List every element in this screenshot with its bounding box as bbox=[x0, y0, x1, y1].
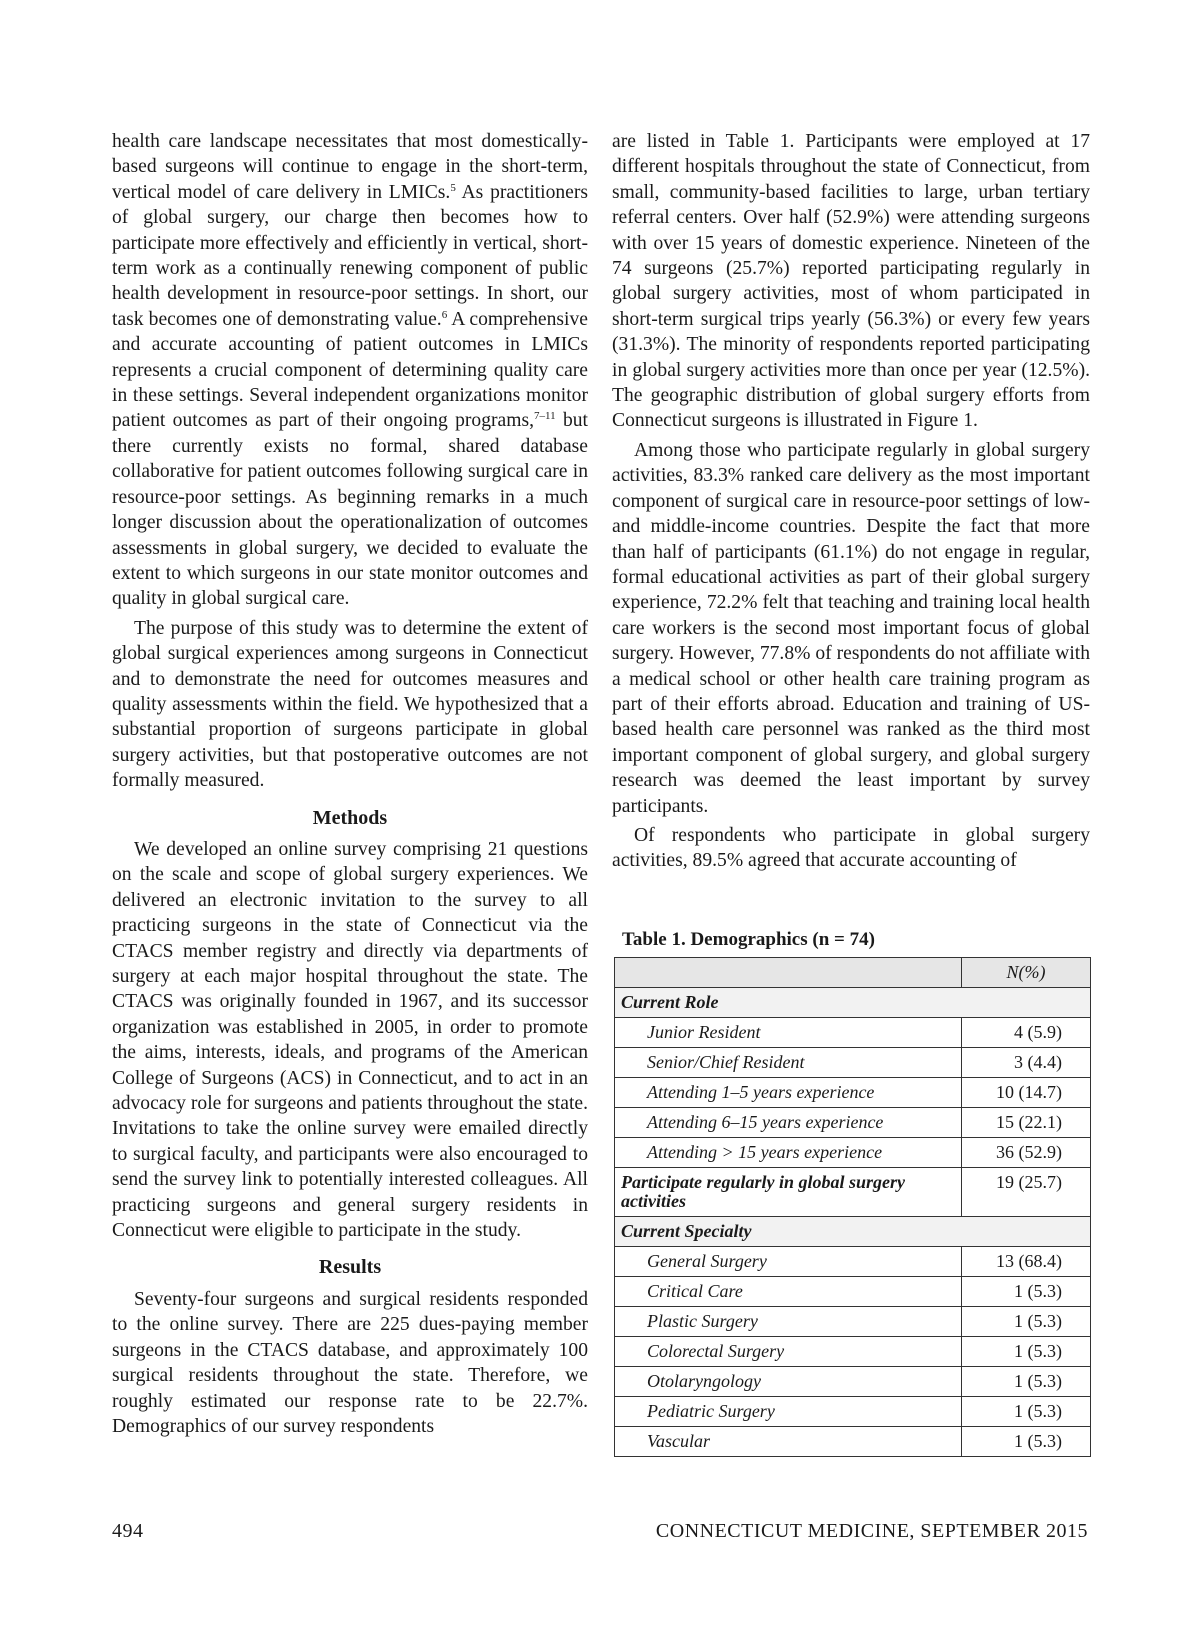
table-header-value: N(%) bbox=[962, 958, 1091, 988]
row-value: 10 (14.7) bbox=[962, 1078, 1091, 1108]
row-value: 1 (5.3) bbox=[962, 1337, 1091, 1367]
left-paragraph-1: health care landscape necessitates that most domestically-based surgeons will continue to engage in the short-term, vertical model of care delivery in LMICs.$^5$ As practitioners of global surgery, our charge then becomes how to participate more effectively and efficiently in vertical, short-term work as a continually renewing component of public health development in resource-poor settings. In short, our task becomes one of demonstrating value.$^6$ A comprehensive and accurate accounting of patient outcomes in LMICs represents a crucial component of determining quality care in these settings. Several independent organizations monitor patient outcomes as part of their ongoing programs,$^{7-11}$ but there currently exists no formal, shared database collaborative for patient outcomes following surgical care in resource-poor settings. As beginning remarks in a much longer discussion about the operationalization of outcomes assessments in global surgery, we decided to evaluate the extent to which surgeons in our state monitor outcomes and quality in global surgical care. bbox=[112, 131, 589, 610]
row-value: 1 (5.3) bbox=[962, 1427, 1091, 1457]
table-row bbox=[615, 1108, 1091, 1138]
citation-ref: 5 bbox=[450, 181, 456, 194]
row-label: Attending > 15 years experience bbox=[615, 1138, 962, 1168]
row-label: Pediatric Surgery bbox=[615, 1397, 962, 1427]
results-paragraph: Seventy-four surgeons and surgical residents responded to the online survey. There are 225 dues-paying member surgeons in the CTACS database, and approximately 100 surgical residents throughout the state. Therefore, we roughly estimated our response rate to be 22.7%. Demographics of our survey respondents bbox=[112, 1288, 588, 1437]
table-row bbox=[615, 1018, 1091, 1048]
participate-row bbox=[615, 1168, 1091, 1217]
table-row bbox=[615, 1307, 1091, 1337]
participate-value: 19 (25.7) bbox=[962, 1168, 1091, 1217]
page-number: 494 bbox=[112, 1520, 144, 1542]
methods-paragraph: We developed an online survey comprising 21 questions on the scale and scope of global surgery experiences. We delivered an electronic invitation to the survey to all practicing surgeons in the state of Connecticut via the CTACS member registry and directly via departments of surgery at each major hospital throughout the state. The CTACS was originally founded in 1967, and its successor organization was established in 2005, in order to promote the aims, interests, ideals, and programs of the American College of Surgeons (ACS) in Connecticut, and to act in an advocacy role for surgeons and patients throughout the state. Invitations to take the online survey were emailed directly to surgical faculty, and participants were also encouraged to send the survey link to potentially interested colleagues. All practicing surgeons and general surgery residents in Connecticut were eligible to participate in the study. bbox=[112, 838, 588, 1242]
table-title: Table 1. Demographics (n = 74) bbox=[622, 929, 875, 950]
section-row-current-role bbox=[615, 988, 1091, 1018]
row-label: Attending 1–5 years experience bbox=[615, 1078, 962, 1108]
methods-heading: Methods bbox=[312, 806, 388, 829]
table-row bbox=[615, 1138, 1091, 1168]
row-label: Otolaryngology bbox=[615, 1367, 962, 1397]
row-label: Colorectal Surgery bbox=[615, 1337, 962, 1367]
table-row bbox=[615, 1078, 1091, 1108]
citation-ref: 6 bbox=[441, 308, 448, 321]
citation-ref: 7–11 bbox=[534, 410, 556, 423]
left-column bbox=[112, 129, 588, 1439]
row-label: Vascular bbox=[615, 1427, 962, 1457]
row-label: Junior Resident bbox=[615, 1018, 962, 1048]
table-row bbox=[615, 1427, 1091, 1457]
table-row bbox=[615, 1247, 1091, 1277]
row-label: Senior/Chief Resident bbox=[615, 1048, 962, 1078]
section-label: Current Role bbox=[615, 988, 962, 1018]
row-value: 3 (4.4) bbox=[962, 1048, 1091, 1078]
right-paragraph-1: are listed in Table 1. Participants were employed at 17 different hospitals throughout the state of Connecticut, from small, community-based facilities to large, urban tertiary referral centers. Over half (52.9%) were attending surgeons with over 15 years of domestic experience. Nineteen of the 74 surgeons (25.7%) reported participating regularly in global surgery activities, most of whom participated in short-term surgical trips yearly (56.3%) or every few years (31.3%). The minority of respondents reported participating in global surgery activities more than once per year (12.5%). The geographic distribution of global surgery efforts from Connecticut surgeons is illustrated in Figure 1. bbox=[612, 131, 1090, 432]
right-paragraph-2: Among those who participate regularly in global surgery activities, 83.3% ranked care delivery as the most important component of surgical care in resource-poor settings of low- and middle-income countries. Despite the fact that more than half of participants (61.1%) do not engage in regular, formal educational activities as part of their global surgery experience, 72.2% felt that teaching and training local health care workers is the second most important focus of global surgery. However, 77.8% of respondents do not affiliate with a medical school or other health care training program as part of their efforts abroad. Education and training of US-based health care personnel was ranked as the third most important component of global surgery, and global surgery research was deemed the least important by survey participants. bbox=[612, 439, 1090, 817]
row-value: 1 (5.3) bbox=[962, 1367, 1091, 1397]
row-value: 1 (5.3) bbox=[962, 1277, 1091, 1307]
demographics-table bbox=[614, 957, 1091, 1457]
row-label: General Surgery bbox=[615, 1247, 962, 1277]
section-row-current-specialty bbox=[615, 1217, 1091, 1247]
table-row bbox=[615, 1397, 1091, 1427]
row-label: Plastic Surgery bbox=[615, 1307, 962, 1337]
right-paragraph-3: Of respondents who participate in global surgery activities, 89.5% agreed that accurate accounting of bbox=[612, 824, 1090, 872]
row-label: Critical Care bbox=[615, 1277, 962, 1307]
row-value: 1 (5.3) bbox=[962, 1307, 1091, 1337]
section-label: Current Specialty bbox=[615, 1217, 962, 1247]
table-header-row bbox=[615, 958, 1091, 988]
table-row bbox=[615, 1048, 1091, 1078]
table-header-blank bbox=[615, 958, 962, 988]
table-row bbox=[615, 1367, 1091, 1397]
row-value: 1 (5.3) bbox=[962, 1397, 1091, 1427]
row-label: Attending 6–15 years experience bbox=[615, 1108, 962, 1138]
journal-footer: CONNECTICUT MEDICINE, SEPTEMBER 2015 bbox=[655, 1520, 1088, 1542]
left-paragraph-2: The purpose of this study was to determine the extent of global surgical experiences among surgeons in Connecticut and to demonstrate the need for outcomes measures and quality assessments within the field. We hypothesized that a substantial proportion of surgeons participate in global surgery activities, but that postoperative outcomes are not formally measured. bbox=[112, 617, 588, 792]
right-column bbox=[612, 129, 1090, 874]
row-value: 15 (22.1) bbox=[962, 1108, 1091, 1138]
table-row bbox=[615, 1337, 1091, 1367]
row-value: 13 (68.4) bbox=[962, 1247, 1091, 1277]
results-heading: Results bbox=[318, 1256, 382, 1279]
participate-label: Participate regularly in global surgery activities bbox=[615, 1168, 962, 1217]
row-value: 4 (5.9) bbox=[962, 1018, 1091, 1048]
row-value: 36 (52.9) bbox=[962, 1138, 1091, 1168]
table-row bbox=[615, 1277, 1091, 1307]
